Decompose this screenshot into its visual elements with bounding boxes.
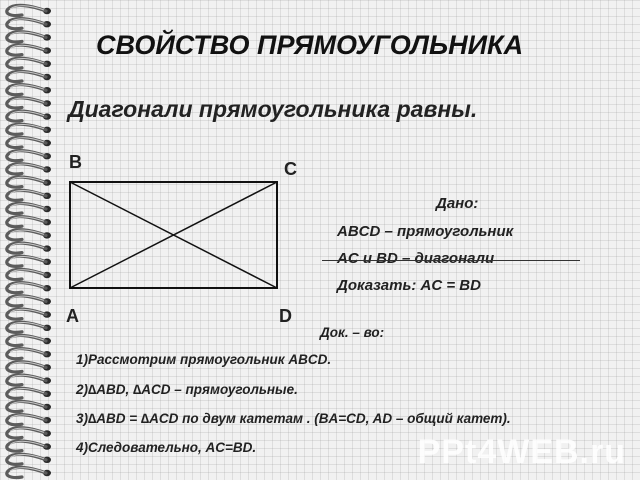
vertex-label-a: A bbox=[66, 306, 79, 326]
proof-step-4: 4)Следовательно, AC=BD. bbox=[76, 440, 257, 455]
vertex-label-d: D bbox=[279, 306, 292, 326]
given-heading: Дано: bbox=[436, 195, 479, 212]
given-separator-line bbox=[322, 260, 580, 261]
given-line-2: AC и BD – диагонали bbox=[337, 250, 495, 267]
slide-subtitle: Диагонали прямоугольника равны. bbox=[68, 96, 478, 122]
vertex-label-c: C bbox=[284, 159, 297, 179]
watermark: PPt4WEB.ru bbox=[417, 433, 626, 471]
prove-statement: Доказать: AC = BD bbox=[337, 277, 481, 294]
proof-step-2: 2)∆ABD, ∆ACD – прямоугольные. bbox=[76, 382, 298, 397]
vertex-label-b: B bbox=[69, 152, 82, 172]
proof-step-3: 3)∆ABD = ∆ACD по двум катетам . (BA=CD, AD – общий катет). bbox=[76, 411, 511, 426]
slide-title: СВОЙСТВО ПРЯМОУГОЛЬНИКА bbox=[96, 30, 524, 60]
given-line-1: ABCD – прямоугольник bbox=[337, 223, 514, 240]
proof-step-1: 1)Рассмотрим прямоугольник ABCD. bbox=[76, 352, 332, 367]
proof-heading: Док. – во: bbox=[320, 325, 385, 340]
